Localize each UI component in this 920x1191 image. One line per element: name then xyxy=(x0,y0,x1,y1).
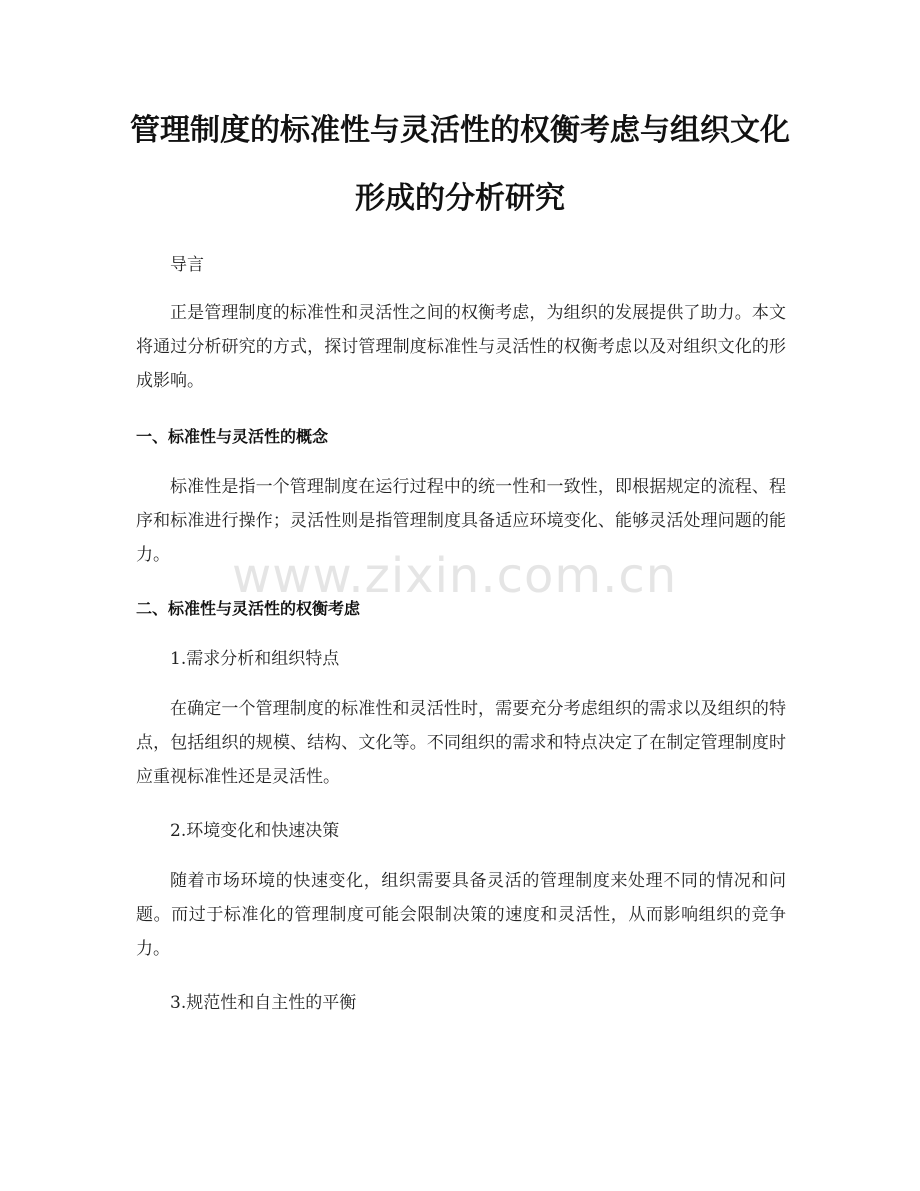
section2-heading: 二、标准性与灵活性的权衡考虑 xyxy=(136,599,361,618)
section1-heading: 一、标准性与灵活性的概念 xyxy=(136,427,329,446)
section1-paragraph: 标准性是指一个管理制度在运行过程中的统一性和一致性，即根据规定的流程、程序和标准进行操作；灵活性则是指管理制度具备适应环境变化、能够灵活处理问题的能力。 xyxy=(136,477,786,565)
watermark: www.zixin.com.cn xyxy=(232,548,678,604)
subsection2-title: 2.环境变化和快速决策 xyxy=(170,821,340,841)
subsection2-paragraph: 随着市场环境的快速变化，组织需要具备灵活的管理制度来处理不同的情况和问题。而过于标准化的管理制度可能会限制决策的速度和灵活性，从而影响组织的竞争力。 xyxy=(136,871,786,959)
subsection1-paragraph: 在确定一个管理制度的标准性和灵活性时，需要充分考虑组织的需求以及组织的特点，包括组织的规模、结构、文化等。不同组织的需求和特点决定了在制定管理制度时应重视标准性还是灵活性。 xyxy=(136,699,786,787)
subsection3-title: 3.规范性和自主性的平衡 xyxy=(170,993,357,1013)
intro-label: 导言 xyxy=(170,255,204,275)
intro-paragraph: 正是管理制度的标准性和灵活性之间的权衡考虑，为组织的发展提供了助力。本文将通过分析研究的方式，探讨管理制度标准性与灵活性的权衡考虑以及对组织文化的形成影响。 xyxy=(136,303,786,391)
document-title: 管理制度的标准性与灵活性的权衡考虑与组织文化形成的分析研究 xyxy=(130,113,790,216)
subsection1-title: 1.需求分析和组织特点 xyxy=(170,649,340,669)
